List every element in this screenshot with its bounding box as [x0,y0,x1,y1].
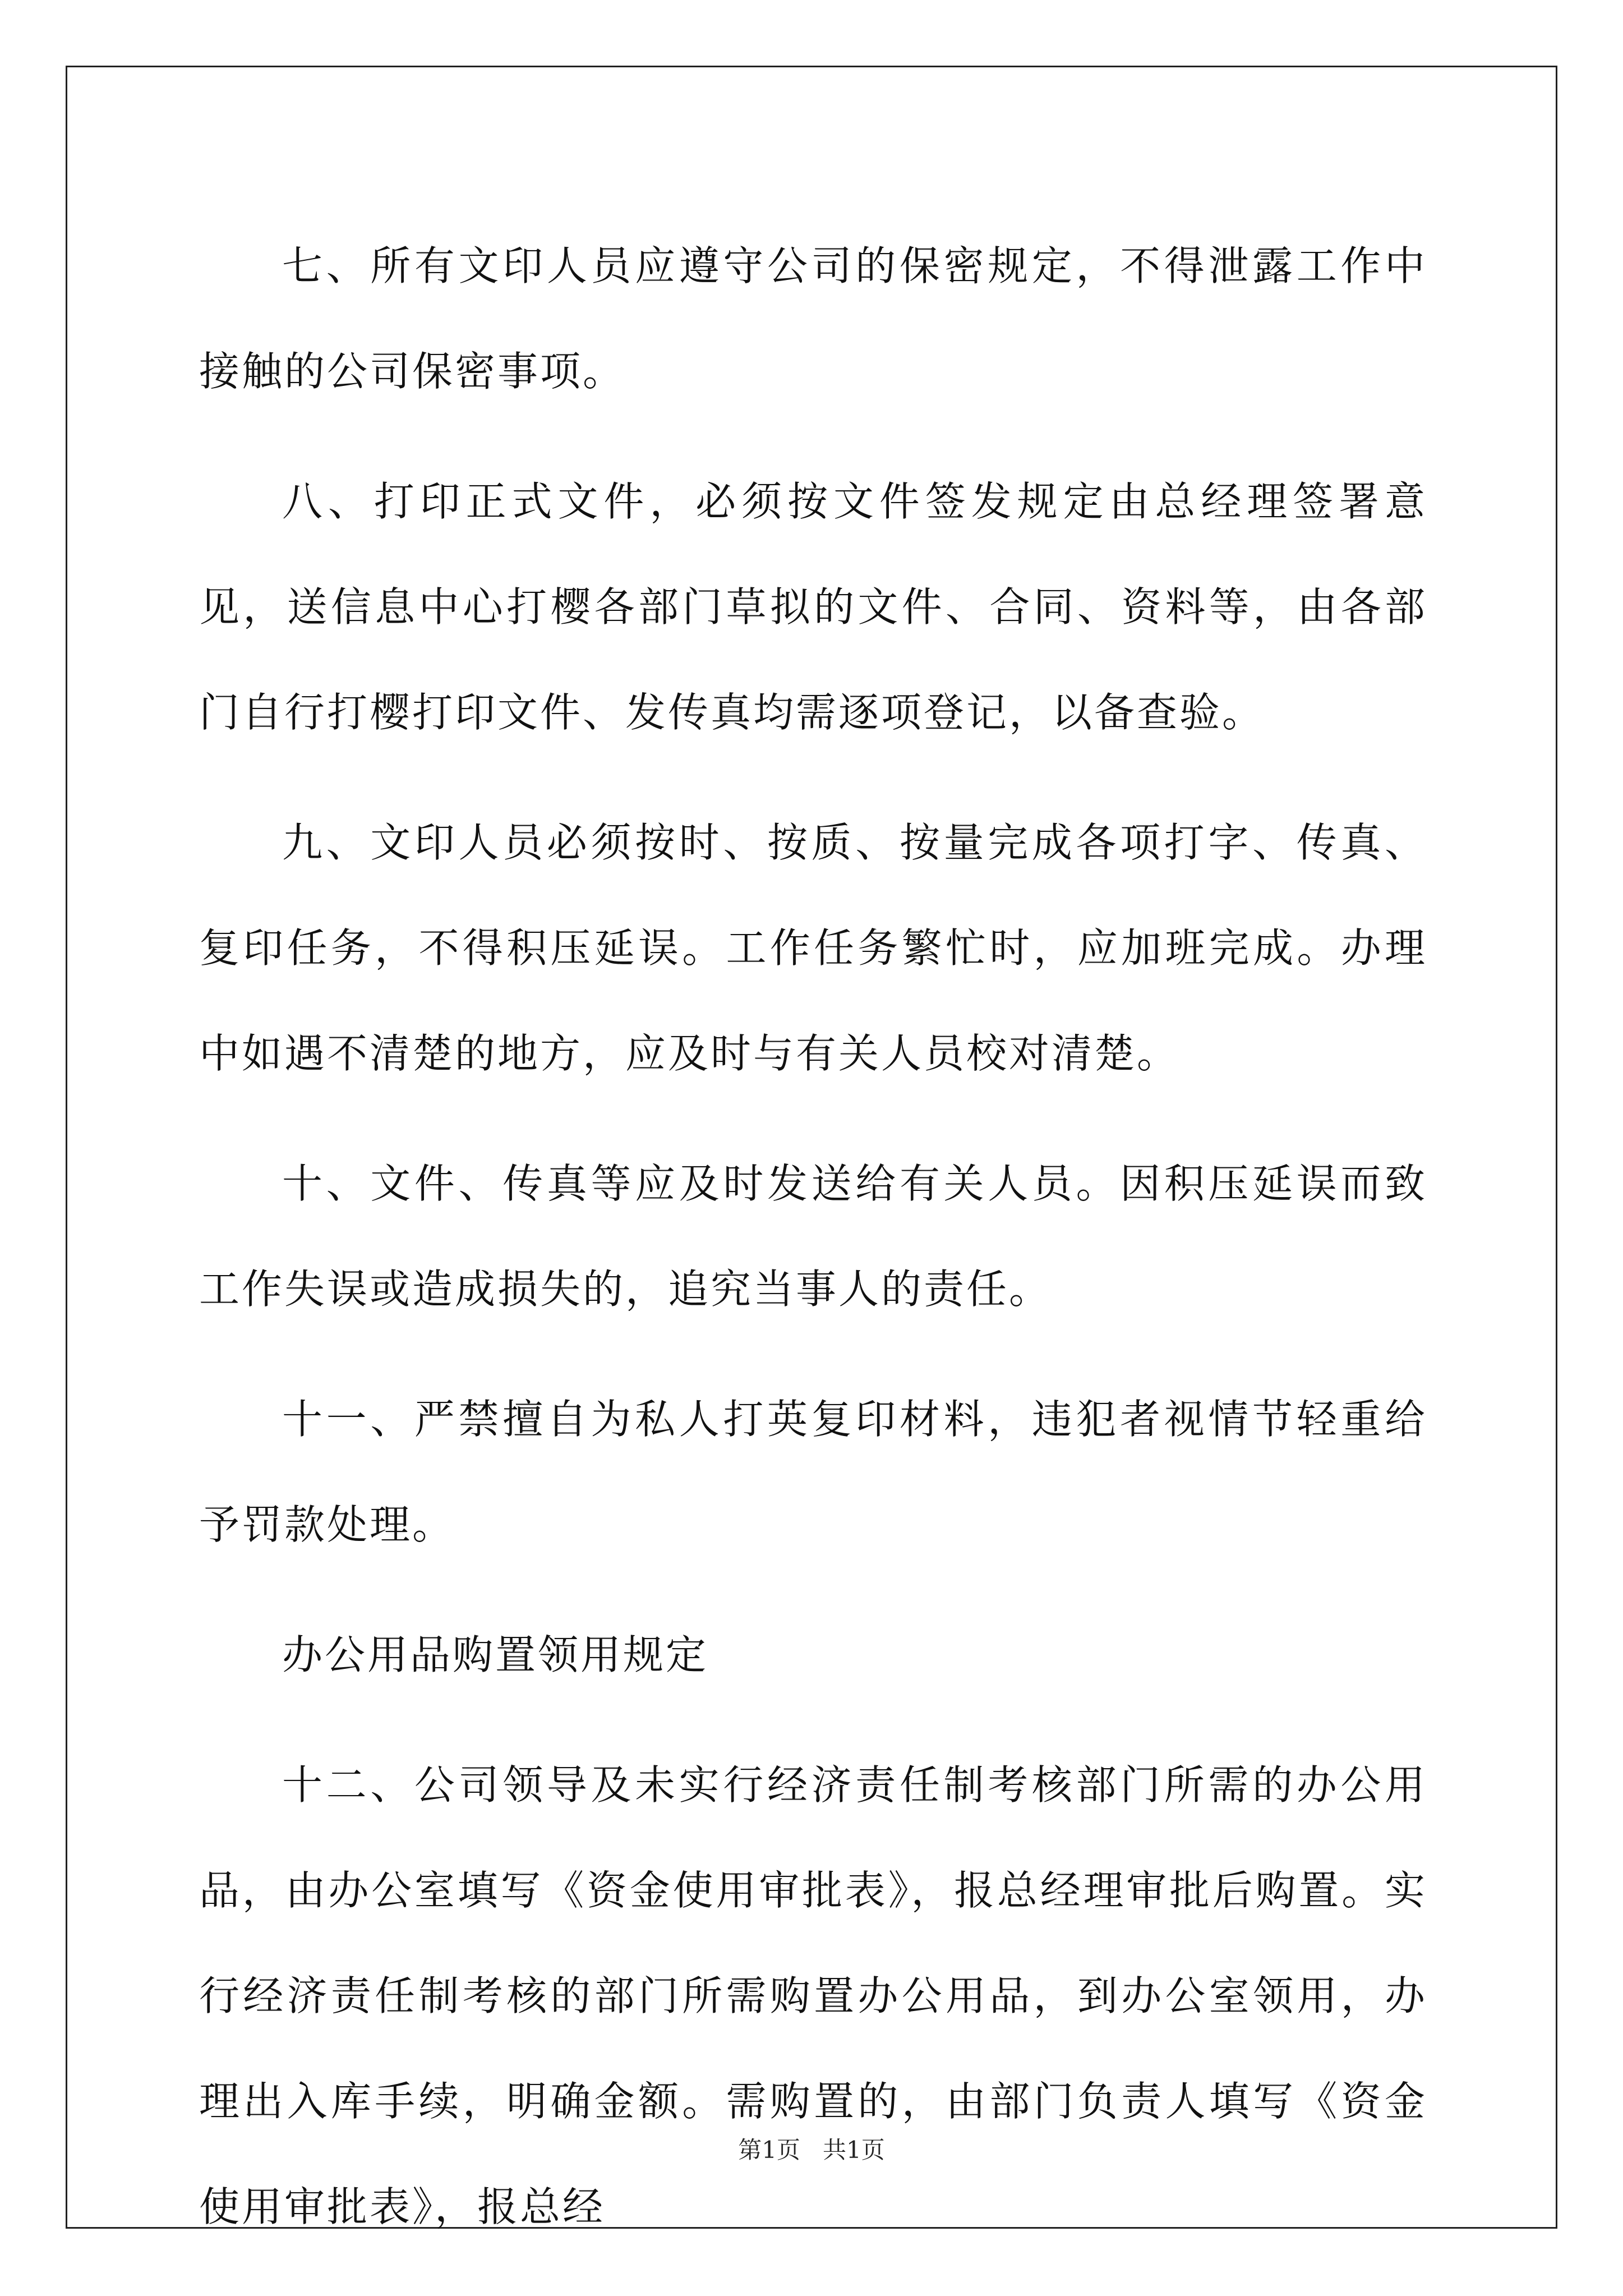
paragraph-seven: 七、所有文印人员应遵守公司的保密规定，不得泄露工作中接触的公司保密事项。 [199,242,1427,395]
paragraph-ten: 十、文件、传真等应及时发送给有关人员。因积压延误而致工作失误或造成损失的，追究当事人的责任。 [199,1160,1427,1313]
paragraph-eleven: 十一、严禁擅自为私人打英复印材料，违犯者视情节轻重给予罚款处理。 [199,1396,1427,1548]
section-heading: 办公用品购置领用规定 [282,1631,709,1678]
page-footer: 第1页 共1页 [738,2136,885,2164]
paragraph-eight: 八、打印正式文件，必须按文件签发规定由总经理签署意见，送信息中心打樱各部门草拟的文件、合同、资料等，由各部门自行打樱打印文件、发传真均需逐项登记，以备查验。 [199,478,1427,736]
paragraph-twelve: 十二、公司领导及未实行经济责任制考核部门所需的办公用品，由办公室填写《资金使用审批表》，报总经理审批后购置。实行经济责任制考核的部门所需购置办公用品，到办公室领用，办理出入库手续，明确金额。需购置的，由部门负责人填写《资金使用审批表》，报总经 [199,1761,1427,2230]
paragraph-nine: 九、文印人员必须按时、按质、按量完成各项打字、传真、复印任务，不得积压延误。工作任务繁忙时，应加班完成。办理中如遇不清楚的地方，应及时与有关人员校对清楚。 [199,819,1427,1077]
document-body [199,213,1427,2284]
